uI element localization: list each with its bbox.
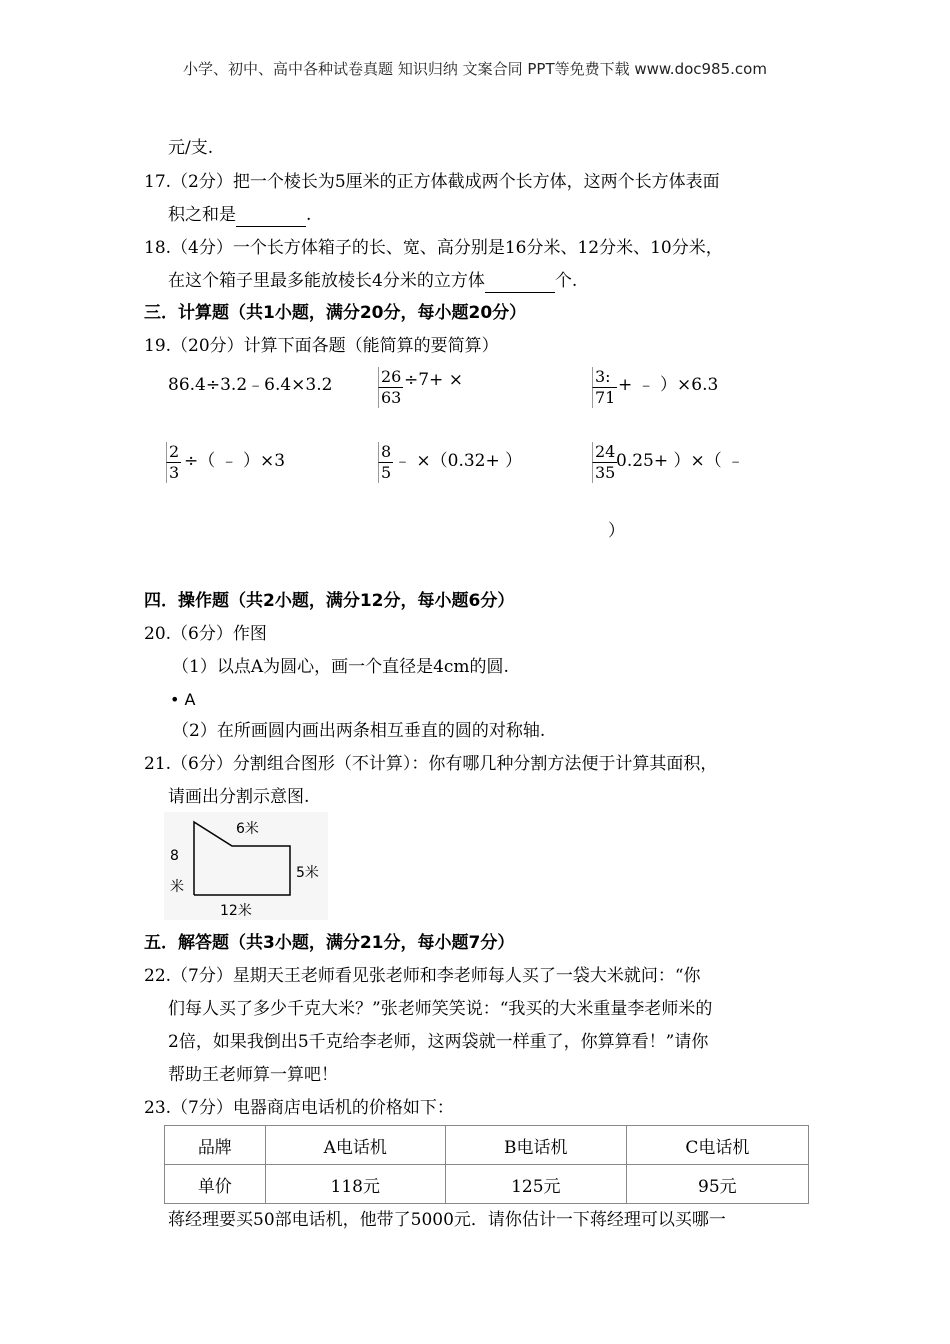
expr-3-rest: + ﹣ ）×6.3 bbox=[618, 375, 719, 395]
q19-title: 19.（20分）计算下面各题（能简算的要简算） bbox=[144, 336, 499, 356]
q18-end: 个. bbox=[554, 271, 578, 291]
expr-2-numerator: 26 bbox=[378, 367, 403, 388]
table-cell: 95元 bbox=[626, 1165, 808, 1204]
q23-title: 23.（7分）电器商店电话机的价格如下： bbox=[144, 1098, 454, 1118]
table-cell: A电话机 bbox=[265, 1126, 445, 1165]
point-a-label: A bbox=[184, 690, 196, 709]
table-cell: 118元 bbox=[265, 1165, 445, 1204]
q22-line1: 22.（7分）星期天王老师看见张老师和李老师每人买了一袋大米就问：“你 bbox=[144, 966, 701, 986]
table-cell: B电话机 bbox=[445, 1126, 626, 1165]
q20-part1: （1）以点A为圆心，画一个直径是4cm的圆. bbox=[172, 657, 509, 677]
q17-end: . bbox=[306, 205, 312, 225]
q16-tail: 元/支. bbox=[168, 138, 214, 158]
expr-5-rest: ﹣ ×（0.32+ ） bbox=[394, 451, 523, 471]
q22-line2: 们每人买了多少千克大米？”张老师笑笑说：“我买的大米重量李老师米的 bbox=[168, 999, 713, 1019]
q17-answer-blank[interactable] bbox=[236, 208, 306, 227]
expr-5-fraction bbox=[378, 442, 393, 483]
table-header-row bbox=[165, 1126, 809, 1165]
label-top: 6米 bbox=[236, 821, 259, 837]
section-3-title: 三．计算题（共1小题，满分20分，每小题20分） bbox=[144, 303, 527, 323]
point-a[interactable]: • A bbox=[170, 690, 196, 709]
table-row bbox=[165, 1165, 809, 1204]
section-5-title: 五．解答题（共3小题，满分21分，每小题7分） bbox=[144, 933, 515, 953]
label-left-unit: 米 bbox=[170, 879, 184, 895]
expr-5-denominator: 5 bbox=[378, 463, 393, 483]
expr-2-rest: ÷7+ × bbox=[404, 370, 463, 390]
expr-6-fraction bbox=[592, 442, 617, 483]
q18-text: 在这个箱子里最多能放棱长4分米的立方体 bbox=[168, 271, 485, 291]
q22-line4: 帮助王老师算一算吧！ bbox=[168, 1065, 338, 1085]
expr-3-numerator: 3: bbox=[592, 367, 617, 388]
q17-line2 bbox=[168, 203, 311, 227]
q21-line2: 请画出分割示意图. bbox=[168, 787, 310, 807]
expr-4-fraction bbox=[166, 442, 181, 483]
expr-1: 86.4÷3.2﹣6.4×3.2 bbox=[168, 375, 333, 395]
section-4-title: 四．操作题（共2小题，满分12分，每小题6分） bbox=[144, 591, 515, 611]
label-left-num: 8 bbox=[170, 848, 179, 864]
q22-line3: 2倍，如果我倒出5千克给李老师，这两袋就一样重了，你算算看！”请你 bbox=[168, 1032, 709, 1052]
expr-6-close: ） bbox=[608, 521, 625, 541]
expr-4-denominator: 3 bbox=[166, 463, 181, 483]
expr-6-rest: 0.25+ ）×（ ﹣ bbox=[616, 451, 745, 471]
expr-3-denominator: 71 bbox=[592, 388, 617, 408]
label-bottom: 12米 bbox=[220, 903, 252, 919]
q18-answer-blank[interactable] bbox=[485, 274, 555, 293]
expr-4-rest: ÷（ ﹣ ）×3 bbox=[184, 451, 286, 471]
q21-line1: 21.（6分）分割组合图形（不计算）：你有哪几种分割方法便于计算其面积， bbox=[144, 754, 718, 774]
q20-part2: （2）在所画圆内画出两条相互垂直的圆的对称轴. bbox=[172, 721, 546, 741]
table-cell: 品牌 bbox=[165, 1126, 266, 1165]
expr-5-numerator: 8 bbox=[378, 442, 393, 463]
composite-figure bbox=[164, 812, 328, 920]
table-cell: 125元 bbox=[445, 1165, 626, 1204]
expr-2-denominator: 63 bbox=[378, 388, 403, 408]
q18-line1: 18.（4分）一个长方体箱子的长、宽、高分别是16分米、12分米、10分米， bbox=[144, 238, 723, 258]
q17-text: 积之和是 bbox=[168, 205, 236, 225]
q18-line2 bbox=[168, 269, 577, 293]
expr-4-numerator: 2 bbox=[166, 442, 181, 463]
expr-2-fraction bbox=[378, 367, 403, 408]
q20-title: 20.（6分）作图 bbox=[144, 624, 267, 644]
table-cell: C电话机 bbox=[626, 1126, 808, 1165]
label-right: 5米 bbox=[296, 865, 319, 881]
price-table bbox=[164, 1125, 809, 1204]
expr-6-numerator: 24 bbox=[592, 442, 617, 463]
q23-line2: 蒋经理要买50部电话机，他带了5000元．请你估计一下蒋经理可以买哪一 bbox=[168, 1210, 726, 1230]
q17-line1: 17.（2分）把一个棱长为5厘米的正方体截成两个长方体，这两个长方体表面 bbox=[144, 172, 720, 192]
page-header: 小学、初中、高中各种试卷真题 知识归纳 文案合同 PPT等免费下载 www.doc985.com bbox=[183, 60, 767, 78]
expr-3-fraction bbox=[592, 367, 617, 408]
table-cell: 单价 bbox=[165, 1165, 266, 1204]
expr-6-denominator: 35 bbox=[592, 463, 617, 483]
